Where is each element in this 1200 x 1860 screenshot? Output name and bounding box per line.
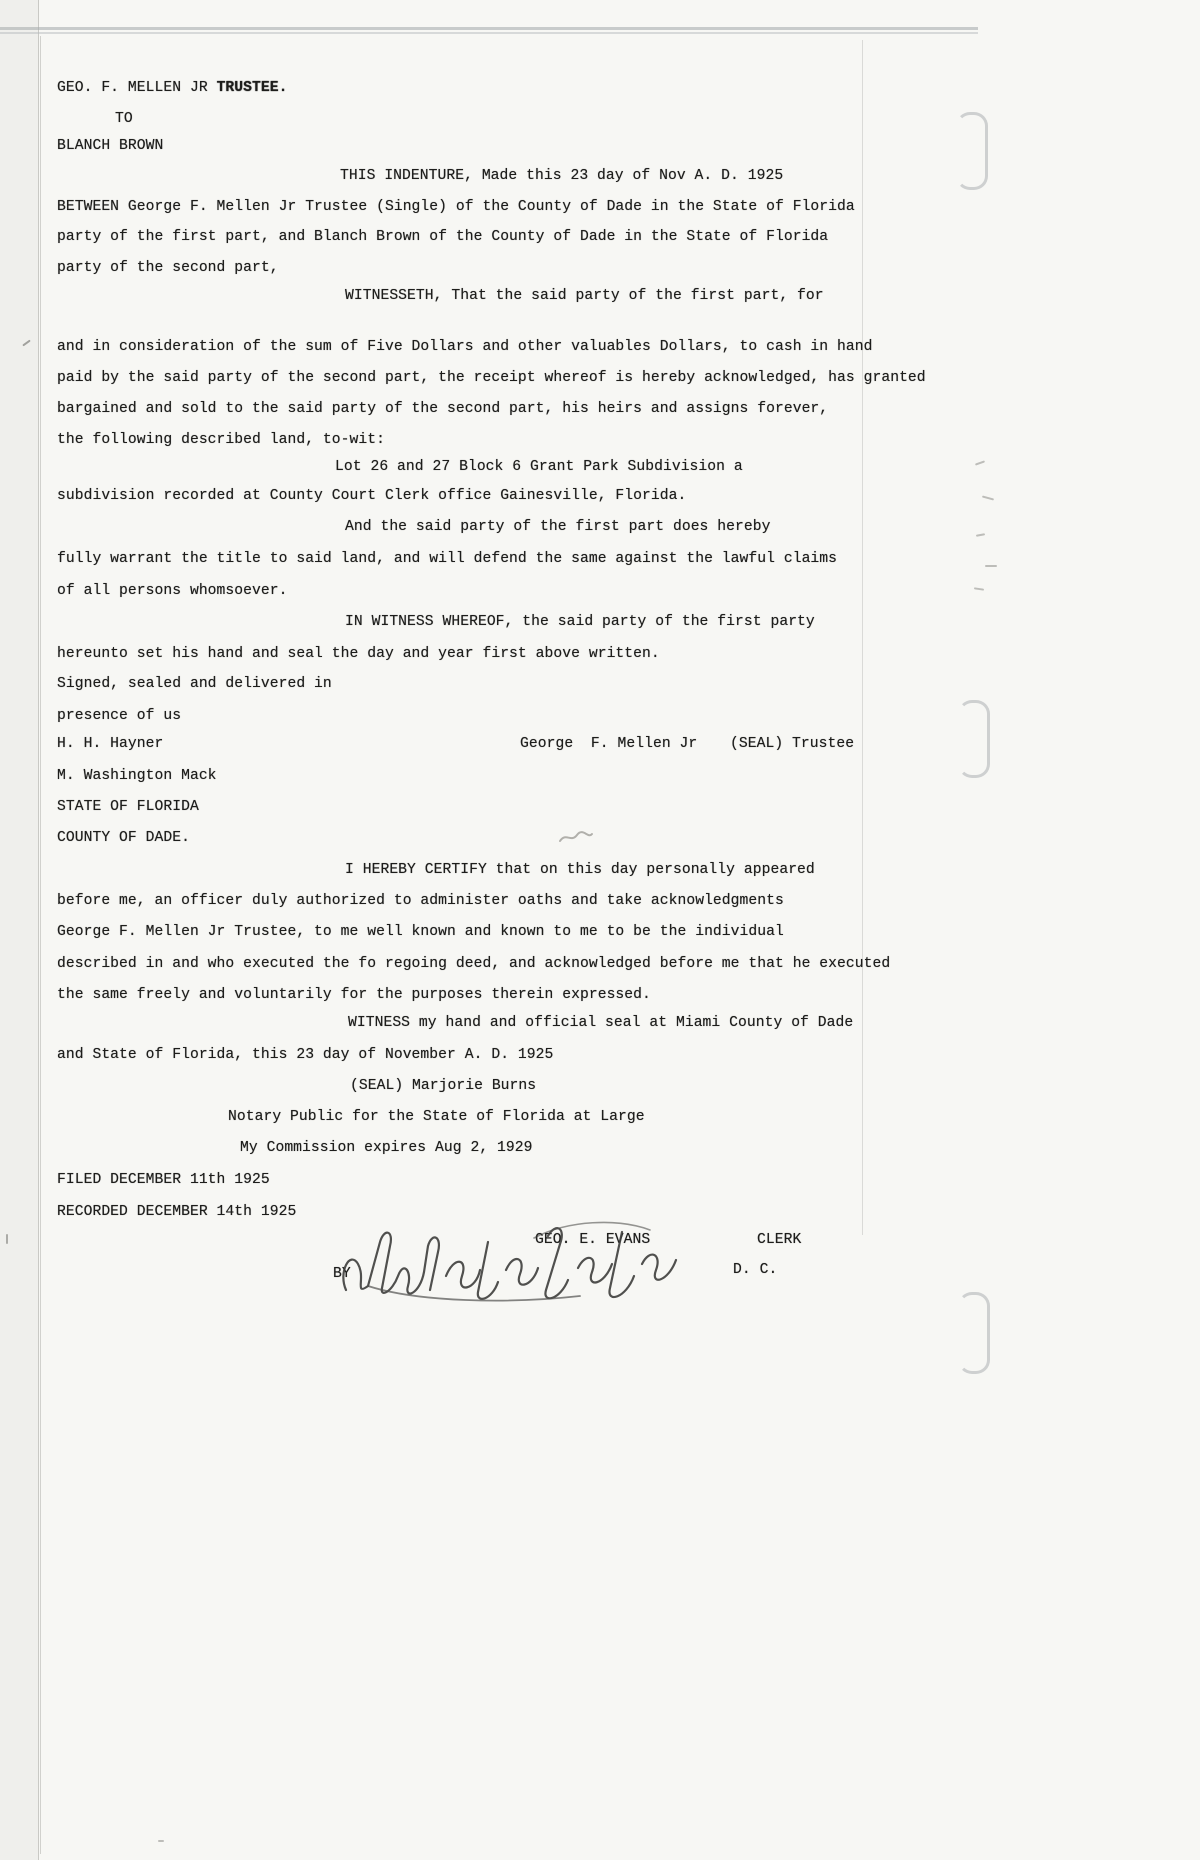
doc-line-legal-description: Lot 26 and 27 Block 6 Grant Park Subdivision a [335, 459, 743, 475]
notary-seal-line: (SEAL) Marjorie Burns [350, 1078, 537, 1094]
doc-line-indenture: THIS INDENTURE, Made this 23 day of Nov A. D. 1925 [340, 168, 784, 184]
margin-speck [976, 533, 985, 537]
grantee-caption: BLANCH BROWN [57, 138, 164, 154]
margin-speck [985, 565, 997, 567]
recorded-stamp-line: RECORDED DECEMBER 14th 1925 [57, 1204, 297, 1220]
doc-line-notary-witness: WITNESS my hand and official seal at Miami County of Dade [348, 1015, 854, 1031]
commission-line: My Commission expires Aug 2, 1929 [240, 1140, 533, 1156]
doc-line: hereunto set his hand and seal the day and year first above written. [57, 646, 660, 662]
margin-speck [158, 1840, 164, 1842]
state-line: STATE OF FLORIDA [57, 799, 199, 815]
witness-name-1: H. H. Hayner [57, 736, 164, 752]
witness-name-2: M. Washington Mack [57, 768, 217, 784]
doc-line-in-witness: IN WITNESS WHEREOF, the said party of the first party [345, 614, 815, 630]
county-line: COUNTY OF DADE. [57, 830, 190, 846]
by-label: BY [333, 1266, 351, 1282]
clerk-name: GEO. E. EVANS [535, 1232, 651, 1248]
doc-line: and in consideration of the sum of Five Dollars and other valuables Dollars, to cash in hand [57, 339, 873, 355]
grantor-title: TRUSTEE. [216, 80, 288, 96]
binder-curl-mark [958, 1292, 990, 1374]
doc-line: party of the first part, and Blanch Brown of the County of Dade in the State of Florida [57, 229, 829, 245]
doc-line: BETWEEN George F. Mellen Jr Trustee (Single) of the County of Dade in the State of Florida [57, 199, 855, 215]
scan-left-edge [0, 0, 39, 1860]
doc-line: bargained and sold to the said party of the second part, his heirs and assigns forever, [57, 401, 829, 417]
doc-line: the following described land, to-wit: [57, 432, 385, 448]
doc-line: presence of us [57, 708, 182, 724]
grantor-signature-typed: George F. Mellen Jr [520, 736, 698, 752]
doc-line-witnesseth: WITNESSETH, That the said party of the first part, for [345, 288, 824, 304]
doc-line: before me, an officer duly authorized to administer oaths and take acknowledgments [57, 893, 784, 909]
grantor-name: GEO. F. MELLEN JR [57, 80, 217, 96]
deputy-clerk-title: D. C. [733, 1262, 778, 1278]
doc-line: George F. Mellen Jr Trustee, to me well known and known to me to be the individual [57, 924, 784, 940]
doc-line: fully warrant the title to said land, and will defend the same against the lawful claims [57, 551, 838, 567]
margin-speck [974, 587, 984, 590]
doc-line: subdivision recorded at County Court Clerk office Gainesville, Florida. [57, 488, 687, 504]
margin-speck [6, 1234, 8, 1244]
page-fold-line [862, 40, 863, 1235]
deputy-clerk-signature [328, 1212, 688, 1308]
clerk-title: CLERK [757, 1232, 802, 1248]
binder-curl-mark [956, 112, 988, 190]
grantor-seal-label: (SEAL) Trustee [730, 736, 855, 752]
scan-top-line [0, 27, 978, 30]
filed-stamp-line: FILED DECEMBER 11th 1925 [57, 1172, 270, 1188]
grantor-caption [57, 78, 287, 98]
scan-top-line-2 [0, 32, 978, 34]
doc-line: Signed, sealed and delivered in [57, 676, 332, 692]
doc-line-certify: I HEREBY CERTIFY that on this day personally appeared [345, 862, 815, 878]
doc-line: paid by the said party of the second part, the receipt whereof is hereby acknowledged, has granted [57, 370, 926, 386]
scan-left-line [40, 36, 41, 1854]
doc-line: of all persons whomsoever. [57, 583, 288, 599]
doc-line: And the said party of the first part does hereby [345, 519, 771, 535]
margin-speck [982, 495, 994, 500]
doc-line: and State of Florida, this 23 day of November A. D. 1925 [57, 1047, 554, 1063]
doc-line: party of the second part, [57, 260, 279, 276]
margin-speck [975, 460, 985, 465]
notary-title-line: Notary Public for the State of Florida at Large [228, 1109, 645, 1125]
binder-curl-mark [958, 700, 990, 778]
doc-line: the same freely and voluntarily for the purposes therein expressed. [57, 987, 651, 1003]
ink-smudge [558, 830, 594, 846]
doc-line: described in and who executed the fo regoing deed, and acknowledged before me that he executed [57, 956, 891, 972]
caption-to: TO [115, 111, 133, 127]
